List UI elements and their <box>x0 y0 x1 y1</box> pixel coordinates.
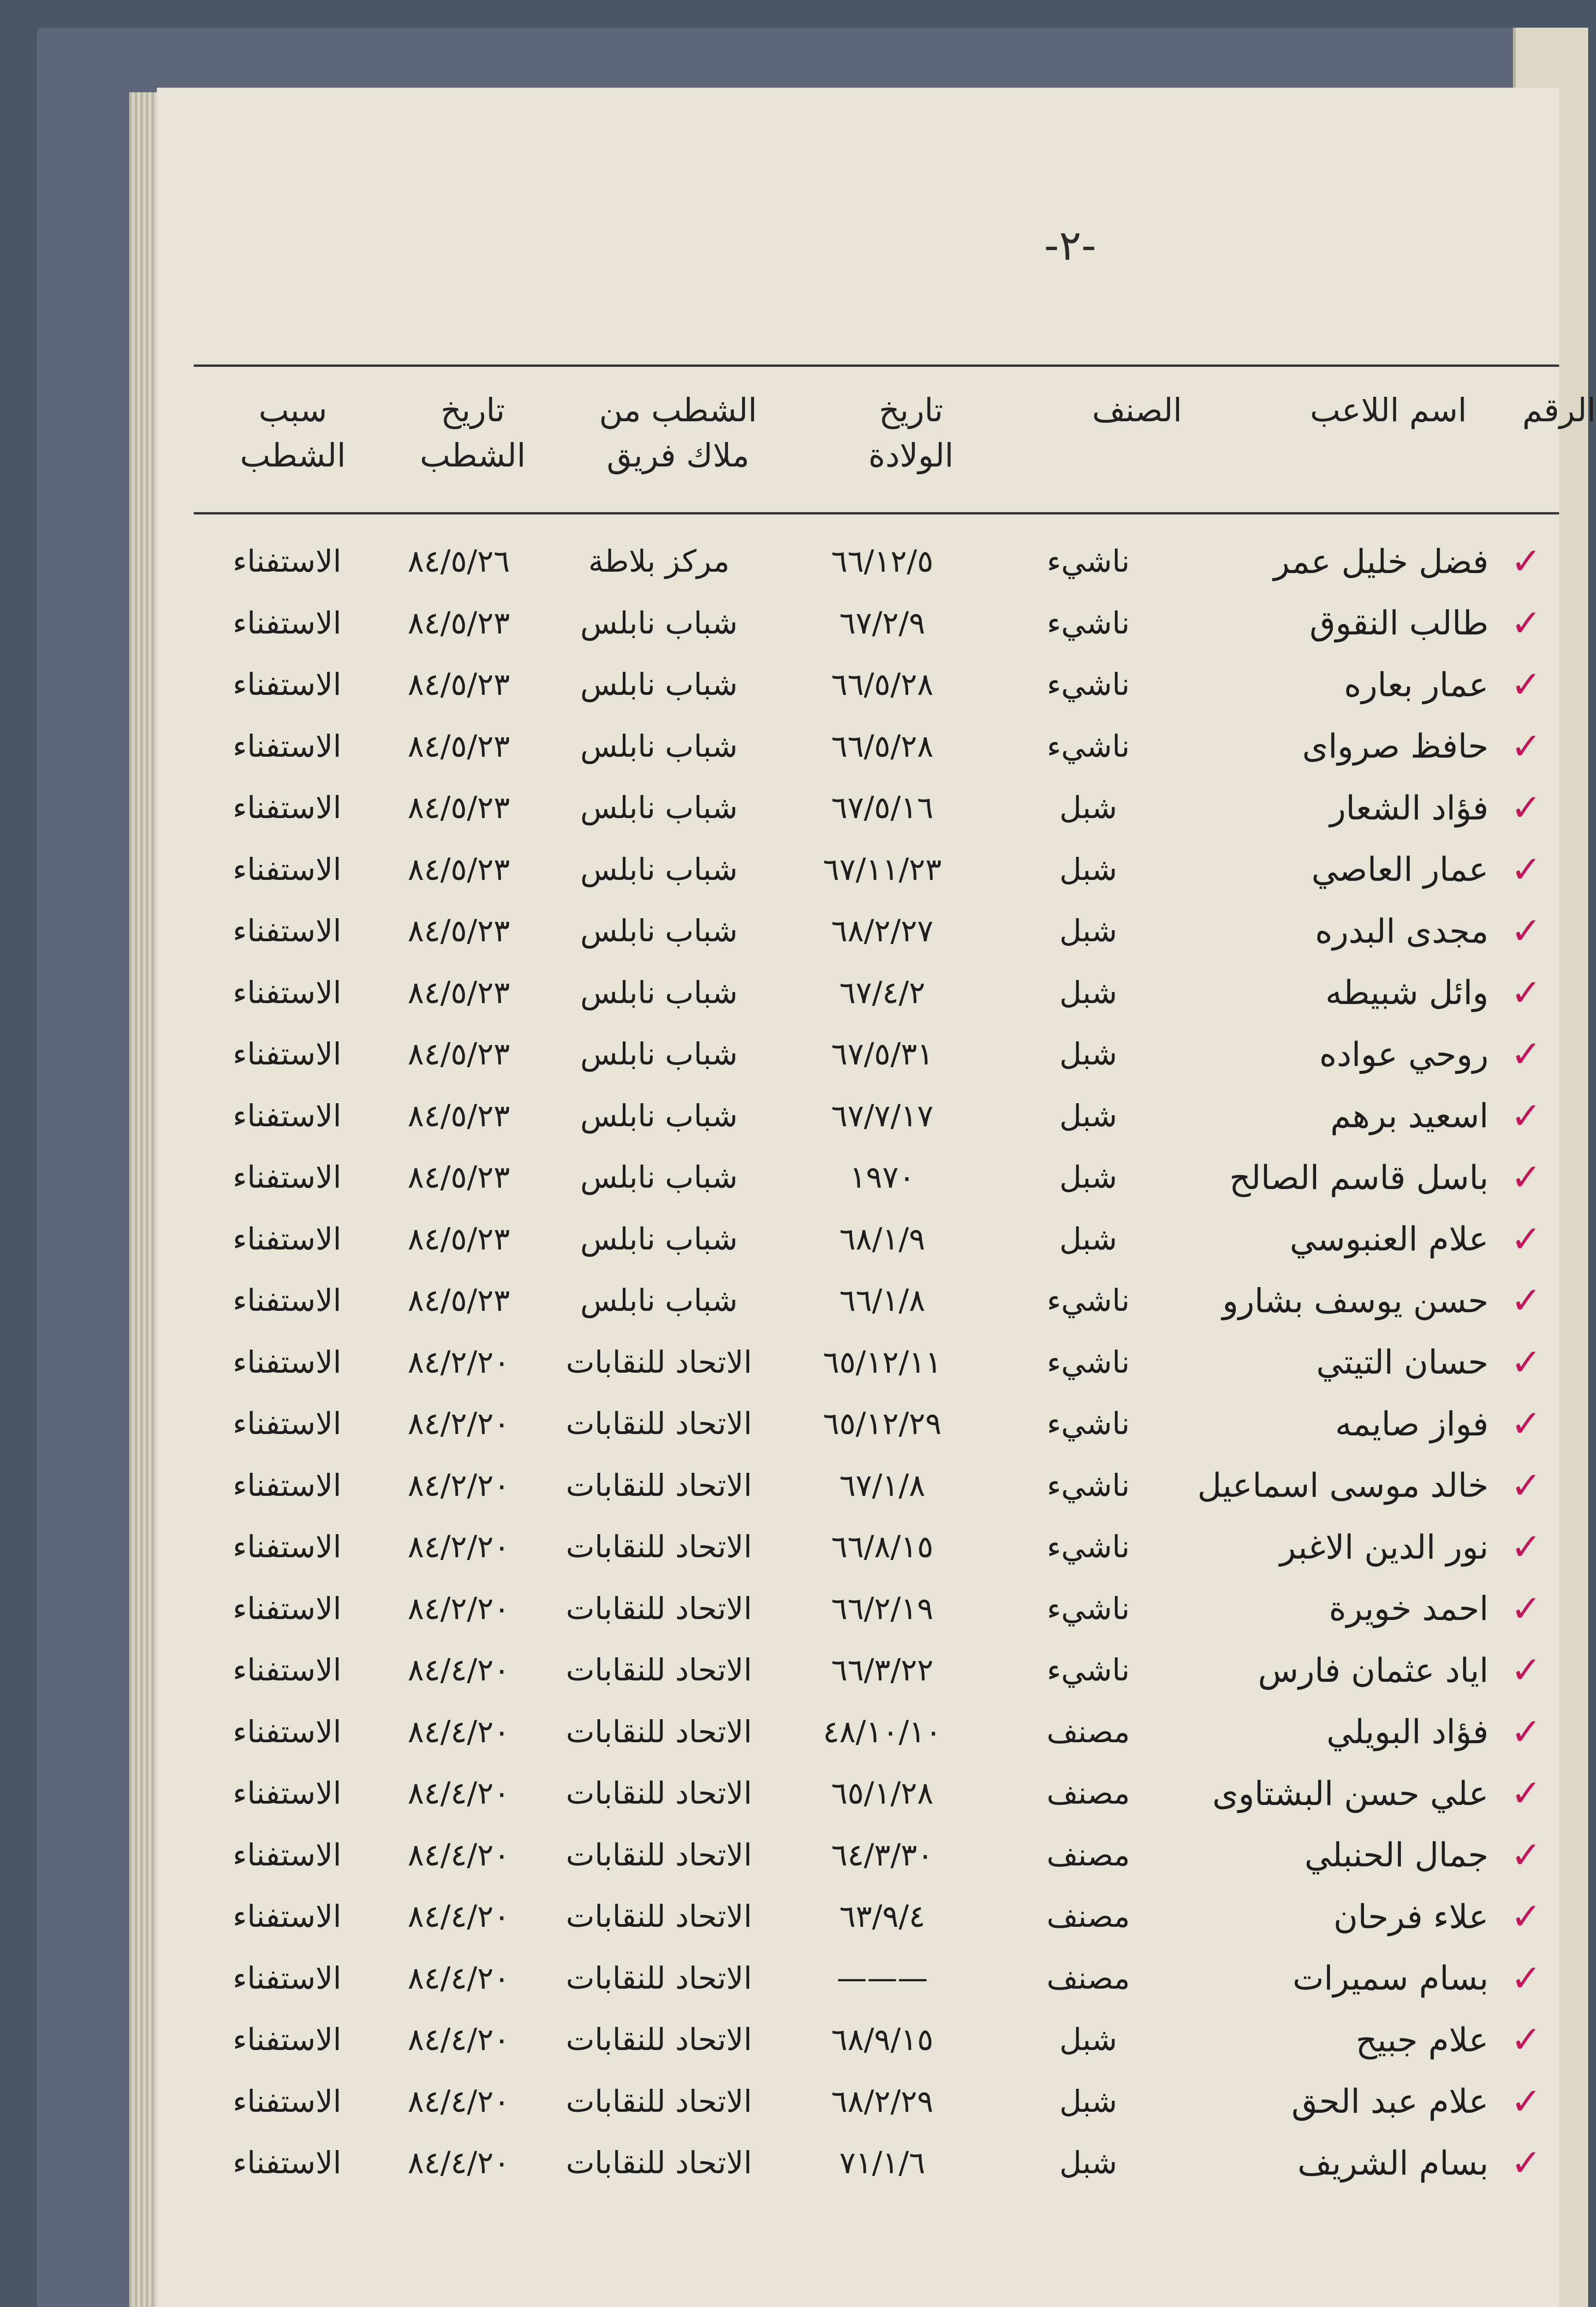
club-name: شباب نابلس <box>580 1159 738 1195</box>
strike-date: ٨٤/٥/٢٣ <box>407 1283 510 1319</box>
table-row <box>194 1824 1559 1886</box>
table-row <box>194 2132 1559 2194</box>
player-category: شبل <box>1059 1159 1117 1195</box>
strike-date: ٨٤/٥/٢٣ <box>407 667 510 703</box>
table-row <box>194 1147 1559 1208</box>
row-check-mark: ✓ <box>1511 2080 1542 2123</box>
club-name: شباب نابلس <box>580 605 738 641</box>
row-check-mark: ✓ <box>1511 1895 1542 1938</box>
strike-reason: الاستفناء <box>232 2083 342 2119</box>
club-name: شباب نابلس <box>580 851 738 887</box>
player-category: مصنف <box>1046 1837 1130 1873</box>
strike-reason: الاستفناء <box>232 1159 342 1195</box>
strike-date: ٨٤/٥/٢٣ <box>407 1221 510 1257</box>
player-category: شبل <box>1059 2022 1117 2058</box>
header-dob: تاريخ الولادة <box>868 391 954 474</box>
player-name: حافظ صرواى <box>1302 727 1489 766</box>
row-check-mark: ✓ <box>1511 663 1542 706</box>
player-name: حسن يوسف بشارو <box>1222 1281 1489 1320</box>
player-category: مصنف <box>1046 1899 1130 1935</box>
table-row <box>194 1578 1559 1640</box>
birth-date: ٦٧/١/٨ <box>839 1467 925 1503</box>
player-category: شبل <box>1059 1221 1117 1257</box>
header-strike-date: تاريخ الشطب <box>420 391 526 474</box>
club-name: الاتحاد للنقابات <box>566 1899 752 1935</box>
strike-reason: الاستفناء <box>232 1283 342 1319</box>
player-name: علام عبد الحق <box>1291 2082 1489 2121</box>
header-rule <box>194 512 1559 514</box>
birth-date: ٦٧/٥/١٦ <box>831 790 934 826</box>
row-check-mark: ✓ <box>1511 971 1542 1014</box>
strike-reason: الاستفناء <box>232 913 342 949</box>
player-name: وائل شبيطه <box>1325 973 1489 1012</box>
strike-date: ٨٤/٥/٢٣ <box>407 1159 510 1195</box>
strike-date: ٨٤/٤/٢٠ <box>407 1960 510 1996</box>
strike-reason: الاستفناء <box>232 1406 342 1442</box>
birth-date: ٦٨/٢/٢٧ <box>831 913 934 949</box>
table-row <box>194 1639 1559 1701</box>
strike-date: ٨٤/٢/٢٠ <box>407 1344 510 1380</box>
club-name: الاتحاد للنقابات <box>566 1775 752 1811</box>
strike-date: ٨٤/٤/٢٠ <box>407 1837 510 1873</box>
player-name: علام العنبوسي <box>1290 1219 1489 1259</box>
strike-date: ٨٤/٢/٢٠ <box>407 1467 510 1503</box>
player-category: ناشيء <box>1047 1406 1130 1442</box>
birth-date: ٦٦/٥/٢٨ <box>831 667 934 703</box>
player-name: احمد خويرة <box>1329 1589 1489 1628</box>
header-name: اسم اللاعب <box>1310 391 1467 429</box>
row-check-mark: ✓ <box>1511 2018 1542 2062</box>
strike-date: ٨٤/٢/٢٠ <box>407 1529 510 1565</box>
row-check-mark: ✓ <box>1511 1833 1542 1877</box>
player-category: ناشيء <box>1047 544 1130 580</box>
strike-reason: الاستفناء <box>232 2022 342 2058</box>
strike-reason: الاستفناء <box>232 1590 342 1626</box>
strike-reason: الاستفناء <box>232 728 342 764</box>
strike-date: ٨٤/٥/٢٣ <box>407 974 510 1010</box>
club-name: الاتحاد للنقابات <box>566 1652 752 1688</box>
player-name: باسل قاسم الصالح <box>1229 1158 1489 1197</box>
strike-date: ٨٤/٥/٢٣ <box>407 1098 510 1134</box>
table-row <box>194 2071 1559 2133</box>
table-row <box>194 777 1559 839</box>
player-name: روحي عواده <box>1319 1034 1489 1074</box>
player-category: شبل <box>1059 974 1117 1010</box>
table-row <box>194 716 1559 777</box>
strike-date: ٨٤/٥/٢٣ <box>407 851 510 887</box>
birth-date: ٦٦/١/٨ <box>839 1283 925 1319</box>
birth-date: ٦٨/١/٩ <box>839 1221 925 1257</box>
row-check-mark: ✓ <box>1511 1217 1542 1261</box>
player-name: عمار العاصي <box>1311 850 1489 889</box>
club-name: شباب نابلس <box>580 667 738 703</box>
table-row <box>194 2009 1559 2071</box>
player-category: ناشيء <box>1047 1652 1130 1688</box>
table-row <box>194 1393 1559 1455</box>
player-category: ناشيء <box>1047 1344 1130 1380</box>
table-row <box>194 1208 1559 1270</box>
club-name: شباب نابلس <box>580 1221 738 1257</box>
birth-date: ٧١/١/٦ <box>839 2145 925 2181</box>
strike-date: ٨٤/٥/٢٦ <box>407 544 510 580</box>
table-row <box>194 1886 1559 1948</box>
row-check-mark: ✓ <box>1511 601 1542 645</box>
strike-date: ٨٤/٥/٢٣ <box>407 913 510 949</box>
birth-date: ٦٧/٤/٢ <box>839 974 925 1010</box>
player-name: فواز صايمه <box>1335 1404 1489 1443</box>
player-category: مصنف <box>1046 1714 1130 1750</box>
birth-date: ٦٦/٢/١٩ <box>831 1590 934 1626</box>
strike-date: ٨٤/٢/٢٠ <box>407 1406 510 1442</box>
birth-date: ٦٦/٥/٢٨ <box>831 728 934 764</box>
club-name: الاتحاد للنقابات <box>566 1529 752 1565</box>
club-name: شباب نابلس <box>580 1036 738 1072</box>
birth-date: ٦٥/١٢/١١ <box>823 1344 942 1380</box>
strike-date: ٨٤/٤/٢٠ <box>407 2022 510 2058</box>
row-check-mark: ✓ <box>1511 909 1542 953</box>
strike-reason: الاستفناء <box>232 1960 342 1996</box>
header-reason: سبب الشطب <box>240 391 346 474</box>
club-name: الاتحاد للنقابات <box>566 1837 752 1873</box>
header-number: الرقم <box>1522 391 1596 429</box>
player-category: شبل <box>1059 1098 1117 1134</box>
player-name: علام جبيح <box>1356 2020 1489 2059</box>
row-check-mark: ✓ <box>1511 1156 1542 1199</box>
top-rule <box>194 365 1559 367</box>
player-category: ناشيء <box>1047 1529 1130 1565</box>
birth-date: ٦٦/٣/٢٢ <box>831 1652 934 1688</box>
row-check-mark: ✓ <box>1511 1464 1542 1507</box>
birth-date: ——— <box>836 1960 928 1996</box>
strike-date: ٨٤/٤/٢٠ <box>407 1652 510 1688</box>
table-row <box>194 1332 1559 1393</box>
player-name: جمال الحنبلي <box>1304 1835 1489 1875</box>
strike-reason: الاستفناء <box>232 1775 342 1811</box>
club-name: الاتحاد للنقابات <box>566 1467 752 1503</box>
table-row <box>194 839 1559 901</box>
player-roster-table <box>194 531 1559 2194</box>
birth-date: ٦٥/١٢/٢٩ <box>823 1406 942 1442</box>
strike-reason: الاستفناء <box>232 1714 342 1750</box>
strike-date: ٨٤/٤/٢٠ <box>407 2145 510 2181</box>
header-category: الصنف <box>1092 391 1182 429</box>
birth-date: ٦٨/٩/١٥ <box>831 2022 934 2058</box>
birth-date: ٦٨/٢/٢٩ <box>831 2083 934 2119</box>
club-name: مركز بلاطة <box>588 544 730 580</box>
strike-date: ٨٤/٥/٢٣ <box>407 1036 510 1072</box>
strike-date: ٨٤/٥/٢٣ <box>407 728 510 764</box>
player-name: طالب النقوق <box>1310 604 1489 643</box>
row-check-mark: ✓ <box>1511 1033 1542 1076</box>
birth-date: ٦٧/١١/٢٣ <box>823 851 942 887</box>
strike-reason: الاستفناء <box>232 1899 342 1935</box>
table-row <box>194 1763 1559 1824</box>
birth-date: ٦٦/٨/١٥ <box>831 1529 934 1565</box>
table-row <box>194 654 1559 716</box>
strike-date: ٨٤/٤/٢٠ <box>407 2083 510 2119</box>
strike-reason: الاستفناء <box>232 851 342 887</box>
player-category: مصنف <box>1046 1775 1130 1811</box>
strike-reason: الاستفناء <box>232 1036 342 1072</box>
club-name: شباب نابلس <box>580 790 738 826</box>
table-row <box>194 1516 1559 1578</box>
birth-date: ٤٨/١٠/١٠ <box>823 1714 942 1750</box>
club-name: شباب نابلس <box>580 1098 738 1134</box>
page-number: -٢- <box>1044 221 1096 270</box>
row-check-mark: ✓ <box>1511 1710 1542 1753</box>
row-check-mark: ✓ <box>1511 1587 1542 1630</box>
strike-reason: الاستفناء <box>232 544 342 580</box>
table-row <box>194 1023 1559 1085</box>
strike-reason: الاستفناء <box>232 1221 342 1257</box>
player-category: شبل <box>1059 790 1117 826</box>
row-check-mark: ✓ <box>1511 1340 1542 1384</box>
strike-date: ٨٤/٤/٢٠ <box>407 1899 510 1935</box>
player-category: مصنف <box>1046 1960 1130 1996</box>
strike-reason: الاستفناء <box>232 1529 342 1565</box>
player-category: شبل <box>1059 1036 1117 1072</box>
club-name: شباب نابلس <box>580 913 738 949</box>
row-check-mark: ✓ <box>1511 540 1542 583</box>
row-check-mark: ✓ <box>1511 786 1542 830</box>
row-check-mark: ✓ <box>1511 1772 1542 1815</box>
player-name: حسان التيتي <box>1316 1343 1489 1382</box>
player-name: فؤاد البويلي <box>1326 1712 1489 1751</box>
strike-reason: الاستفناء <box>232 1652 342 1688</box>
player-category: شبل <box>1059 2145 1117 2181</box>
club-name: الاتحاد للنقابات <box>566 1590 752 1626</box>
table-row <box>194 592 1559 654</box>
player-category: ناشيء <box>1047 667 1130 703</box>
birth-date: ١٩٧٠ <box>849 1159 915 1195</box>
strike-reason: الاستفناء <box>232 1837 342 1873</box>
player-category: ناشيء <box>1047 1283 1130 1319</box>
player-category: ناشيء <box>1047 728 1130 764</box>
table-row <box>194 1085 1559 1147</box>
row-check-mark: ✓ <box>1511 848 1542 891</box>
player-category: ناشيء <box>1047 605 1130 641</box>
player-name: علاء فرحان <box>1333 1897 1489 1936</box>
table-row <box>194 1270 1559 1332</box>
strike-reason: الاستفناء <box>232 974 342 1010</box>
strike-date: ٨٤/٤/٢٠ <box>407 1714 510 1750</box>
birth-date: ٦٤/٣/٣٠ <box>831 1837 934 1873</box>
table-row <box>194 1455 1559 1517</box>
table-row <box>194 1701 1559 1763</box>
player-name: نور الدين الاغبر <box>1280 1527 1489 1566</box>
row-check-mark: ✓ <box>1511 724 1542 768</box>
row-check-mark: ✓ <box>1511 1094 1542 1137</box>
strike-date: ٨٤/٤/٢٠ <box>407 1775 510 1811</box>
row-check-mark: ✓ <box>1511 1279 1542 1322</box>
player-name: خالد موسى اسماعيل <box>1197 1466 1489 1505</box>
row-check-mark: ✓ <box>1511 2141 1542 2185</box>
row-check-mark: ✓ <box>1511 1649 1542 1692</box>
table-row <box>194 900 1559 962</box>
player-name: فضل خليل عمر <box>1273 542 1489 581</box>
header-club: الشطب من ملاك فريق <box>599 391 757 474</box>
club-name: الاتحاد للنقابات <box>566 2022 752 2058</box>
strike-reason: الاستفناء <box>232 667 342 703</box>
document-page <box>157 88 1596 2307</box>
table-row <box>194 531 1559 592</box>
row-check-mark: ✓ <box>1511 1402 1542 1446</box>
player-name: فؤاد الشعار <box>1329 788 1489 827</box>
birth-date: ٦٦/١٢/٥ <box>831 544 934 580</box>
table-row <box>194 1948 1559 2009</box>
strike-reason: الاستفناء <box>232 1467 342 1503</box>
birth-date: ٦٧/٢/٩ <box>839 605 925 641</box>
strike-date: ٨٤/٢/٢٠ <box>407 1590 510 1626</box>
player-category: ناشيء <box>1047 1467 1130 1503</box>
row-check-mark: ✓ <box>1511 1956 1542 2000</box>
strike-date: ٨٤/٥/٢٣ <box>407 790 510 826</box>
strike-reason: الاستفناء <box>232 1098 342 1134</box>
strike-reason: الاستفناء <box>232 605 342 641</box>
club-name: الاتحاد للنقابات <box>566 1960 752 1996</box>
strike-reason: الاستفناء <box>232 790 342 826</box>
table-header <box>194 388 1596 498</box>
player-category: شبل <box>1059 913 1117 949</box>
club-name: الاتحاد للنقابات <box>566 2083 752 2119</box>
player-name: اياد عثمان فارس <box>1258 1650 1489 1690</box>
player-name: مجدى البدره <box>1315 911 1489 950</box>
table-row <box>194 962 1559 1024</box>
player-name: بسام سميرات <box>1292 1959 1489 1998</box>
player-name: علي حسن البشتاوى <box>1212 1774 1489 1813</box>
club-name: الاتحاد للنقابات <box>566 2145 752 2181</box>
club-name: شباب نابلس <box>580 1283 738 1319</box>
club-name: شباب نابلس <box>580 728 738 764</box>
player-category: ناشيء <box>1047 1590 1130 1626</box>
row-check-mark: ✓ <box>1511 1525 1542 1569</box>
club-name: الاتحاد للنقابات <box>566 1344 752 1380</box>
player-category: شبل <box>1059 2083 1117 2119</box>
player-name: عمار بعاره <box>1344 665 1489 704</box>
strike-reason: الاستفناء <box>232 2145 342 2181</box>
birth-date: ٦٧/٥/٣١ <box>831 1036 934 1072</box>
club-name: الاتحاد للنقابات <box>566 1714 752 1750</box>
strike-date: ٨٤/٥/٢٣ <box>407 605 510 641</box>
birth-date: ٦٣/٩/٤ <box>839 1899 925 1935</box>
club-name: شباب نابلس <box>580 974 738 1010</box>
birth-date: ٦٧/٧/١٧ <box>831 1098 934 1134</box>
player-name: اسعيد برهم <box>1330 1096 1489 1136</box>
strike-reason: الاستفناء <box>232 1344 342 1380</box>
player-category: شبل <box>1059 851 1117 887</box>
club-name: الاتحاد للنقابات <box>566 1406 752 1442</box>
birth-date: ٦٥/١/٢٨ <box>831 1775 934 1811</box>
player-name: بسام الشريف <box>1297 2143 1489 2182</box>
